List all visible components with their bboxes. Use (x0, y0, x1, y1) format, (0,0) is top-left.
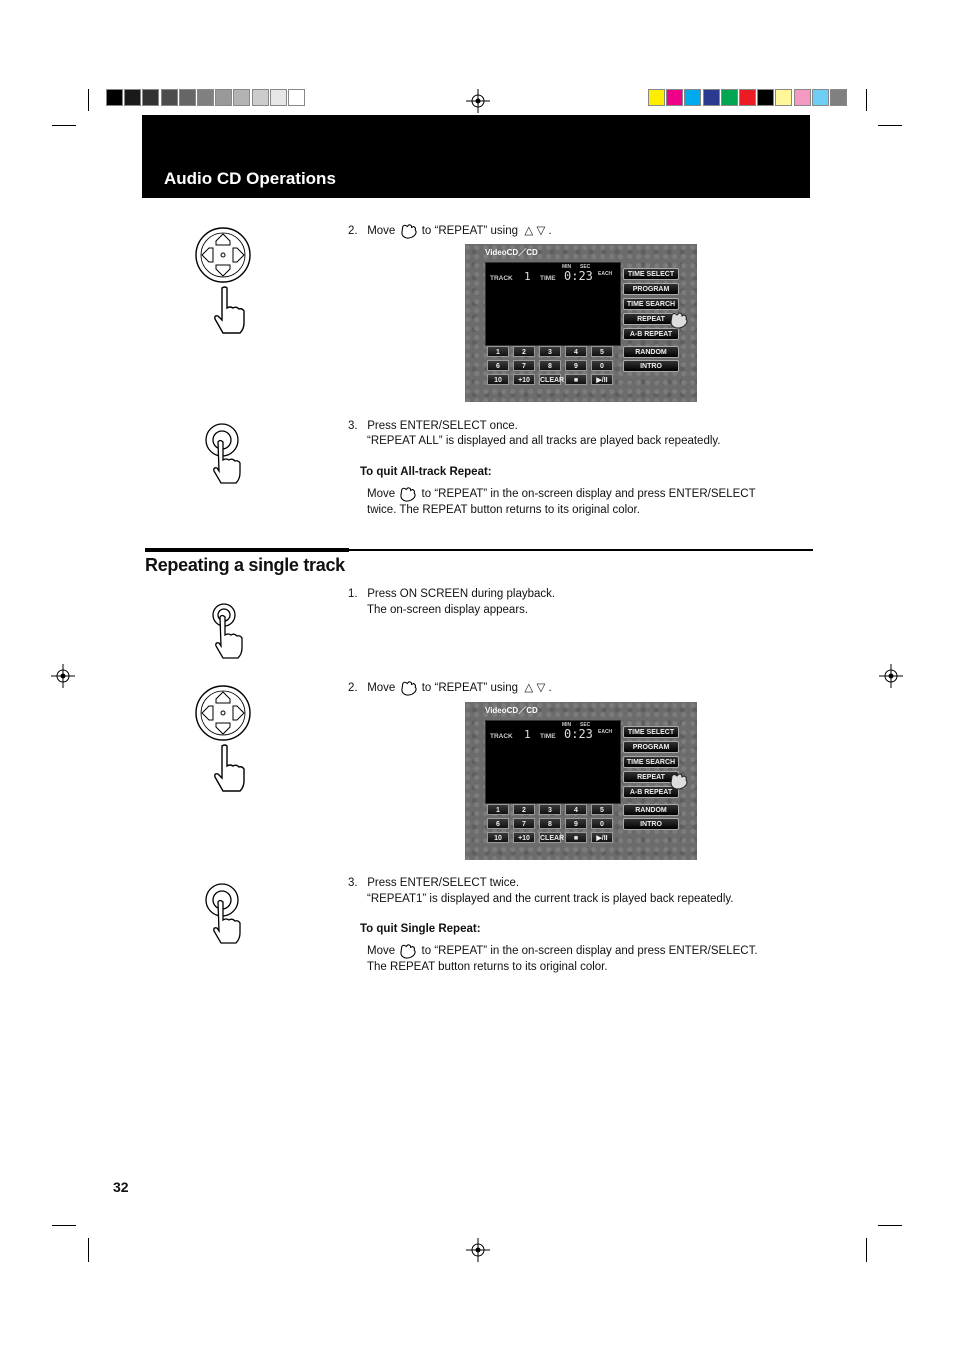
osd-time-search-button: TIME SEARCH (623, 756, 679, 768)
registration-target-icon (879, 664, 903, 688)
pointer-hand-icon (398, 943, 418, 959)
osd-keypad-button: ▶/II (591, 832, 613, 843)
color-swatch (757, 89, 774, 106)
page-number: 32 (113, 1179, 129, 1195)
osd-keypad-button: 6 (487, 818, 509, 829)
gray-swatch (161, 89, 178, 106)
osd-cursor-hand-icon (668, 772, 688, 792)
osd-track-label: TRACK (490, 733, 513, 740)
osd-random-button: RANDOM (623, 804, 679, 816)
osd-keypad-button: 7 (513, 360, 535, 371)
osd-min-label: MIN (562, 264, 572, 270)
registration-target-icon (51, 664, 75, 688)
osd-keypad-button: 10 (487, 374, 509, 385)
color-swatch (648, 89, 665, 106)
crop-mark (866, 1238, 867, 1262)
color-swatch (666, 89, 683, 106)
gray-swatch (142, 89, 159, 106)
quit-single-note: The REPEAT button returns to its original color. (367, 961, 608, 973)
quit-all-track-repeat-heading: To quit All-track Repeat: (360, 466, 492, 478)
s2-step-2-instruction: 2. Move to “REPEAT” using △ ▽ . (348, 680, 552, 696)
osd-keypad-button: CLEAR (539, 374, 561, 385)
osd-time-select-button: TIME SELECT (623, 268, 679, 280)
color-swatch (703, 89, 720, 106)
registration-target-icon (466, 1238, 490, 1262)
s2-step-1-description: The on-screen display appears. (367, 604, 529, 616)
color-swatch (684, 89, 701, 106)
osd-ab-repeat-button: A-B REPEAT (623, 786, 679, 798)
osd-track-value: 1 (524, 270, 531, 283)
crop-mark (88, 89, 89, 111)
osd-keypad-button: 3 (539, 804, 561, 815)
crop-mark (52, 125, 76, 126)
osd-keypad-button: 5 (591, 804, 613, 815)
quit-single-instruction: Move to “REPEAT” in the on-screen display and press ENTER/SELECT. (367, 943, 758, 959)
osd-keypad-button: 5 (591, 346, 613, 357)
color-swatch (830, 89, 847, 106)
on-screen-display-image (465, 244, 697, 402)
osd-keypad-button: 10 (487, 832, 509, 843)
color-swatch (721, 89, 738, 106)
osd-each-label: EACH (598, 729, 613, 735)
registration-target-icon (466, 89, 490, 113)
pointer-hand-icon (399, 680, 419, 696)
osd-keypad-button: ■ (565, 374, 587, 385)
osd-keypad-button: 9 (565, 818, 587, 829)
osd-track-value: 1 (524, 728, 531, 741)
osd-keypad-button: 4 (565, 346, 587, 357)
osd-keypad-button: 0 (591, 360, 613, 371)
osd-keypad-button: 4 (565, 804, 587, 815)
step-2-instruction: 2. Move to “REPEAT” using △ ▽ . (348, 223, 552, 239)
quit-all-track-instruction: Move to “REPEAT” in the on-screen display and press ENTER/SELECT (367, 486, 756, 502)
gray-swatch (252, 89, 269, 106)
osd-time-value: 0:23 (564, 727, 593, 741)
section-heading: Repeating a single track (145, 555, 345, 575)
color-swatch (739, 89, 756, 106)
osd-keypad-button: +10 (513, 374, 535, 385)
s2-step-3-instruction: 3. Press ENTER/SELECT twice. (348, 877, 520, 889)
s2-step-1-instruction: 1. Press ON SCREEN during playback. (348, 588, 556, 600)
step-3-description: “REPEAT ALL” is displayed and all tracks are played back repeatedly. (367, 435, 721, 447)
enter-select-button-icon (200, 878, 250, 950)
quit-single-repeat-heading: To quit Single Repeat: (360, 923, 481, 935)
osd-sec-label: SEC (580, 264, 591, 270)
osd-keypad-button: CLEAR (539, 832, 561, 843)
osd-time-label: TIME (540, 275, 556, 282)
pointer-hand-icon (399, 223, 419, 239)
osd-sec-label: SEC (580, 722, 591, 728)
osd-intro-button: INTRO (623, 360, 679, 372)
crop-mark (52, 1225, 76, 1226)
osd-repeat-button: REPEAT (623, 313, 679, 325)
osd-keypad-button: 3 (539, 346, 561, 357)
osd-keypad-button: 1 (487, 804, 509, 815)
osd-time-search-button: TIME SEARCH (623, 298, 679, 310)
osd-min-label: MIN (562, 722, 572, 728)
osd-intro-button: INTRO (623, 818, 679, 830)
osd-time-label: TIME (540, 733, 556, 740)
osd-keypad-button: 9 (565, 360, 587, 371)
osd-keypad-button: 8 (539, 818, 561, 829)
section-rule (349, 549, 813, 551)
osd-repeat-button: REPEAT (623, 771, 679, 783)
osd-title: VideoCD／CD (485, 248, 538, 257)
cursor-pad-icon (192, 225, 256, 337)
gray-swatch (270, 89, 287, 106)
page-title: Audio CD Operations (164, 169, 336, 188)
step-3-instruction: 3. Press ENTER/SELECT once. (348, 420, 518, 432)
osd-track-label: TRACK (490, 275, 513, 282)
osd-keypad-button: +10 (513, 832, 535, 843)
osd-title: VideoCD／CD (485, 706, 538, 715)
osd-keypad-button: 8 (539, 360, 561, 371)
crop-mark (878, 125, 902, 126)
osd-cursor-hand-icon (668, 311, 688, 331)
pointer-hand-icon (398, 486, 418, 502)
gray-swatch (215, 89, 232, 106)
gray-swatch (106, 89, 123, 106)
osd-keypad-button: 6 (487, 360, 509, 371)
quit-all-track-note: twice. The REPEAT button returns to its original color. (367, 504, 640, 516)
gray-swatch (124, 89, 141, 106)
enter-select-button-icon (200, 420, 250, 490)
crop-mark (878, 1225, 902, 1226)
on-screen-display-image (465, 702, 697, 860)
osd-keypad-button: 1 (487, 346, 509, 357)
gray-swatch (179, 89, 196, 106)
osd-keypad-button: ▶/II (591, 374, 613, 385)
osd-program-button: PROGRAM (623, 741, 679, 753)
cursor-pad-icon (192, 683, 256, 795)
section-rule (145, 548, 349, 552)
osd-random-button: RANDOM (623, 346, 679, 358)
osd-time-select-button: TIME SELECT (623, 726, 679, 738)
osd-keypad-button: ■ (565, 832, 587, 843)
osd-time-value: 0:23 (564, 269, 593, 283)
gray-swatch (288, 89, 305, 106)
gray-swatch (233, 89, 250, 106)
osd-keypad-button: 2 (513, 346, 535, 357)
s2-step-3-description: “REPEAT1” is displayed and the current track is played back repeatedly. (367, 893, 734, 905)
osd-program-button: PROGRAM (623, 283, 679, 295)
osd-keypad-button: 7 (513, 818, 535, 829)
osd-keypad-button: 2 (513, 804, 535, 815)
crop-mark (88, 1238, 89, 1262)
on-screen-button-icon (202, 600, 252, 664)
crop-mark (866, 89, 867, 111)
color-swatch (794, 89, 811, 106)
osd-keypad-button: 0 (591, 818, 613, 829)
osd-screen (485, 262, 621, 346)
osd-screen (485, 720, 621, 804)
gray-swatch (197, 89, 214, 106)
color-swatch (812, 89, 829, 106)
osd-ab-repeat-button: A-B REPEAT (623, 328, 679, 340)
color-swatch (775, 89, 792, 106)
osd-each-label: EACH (598, 271, 613, 277)
